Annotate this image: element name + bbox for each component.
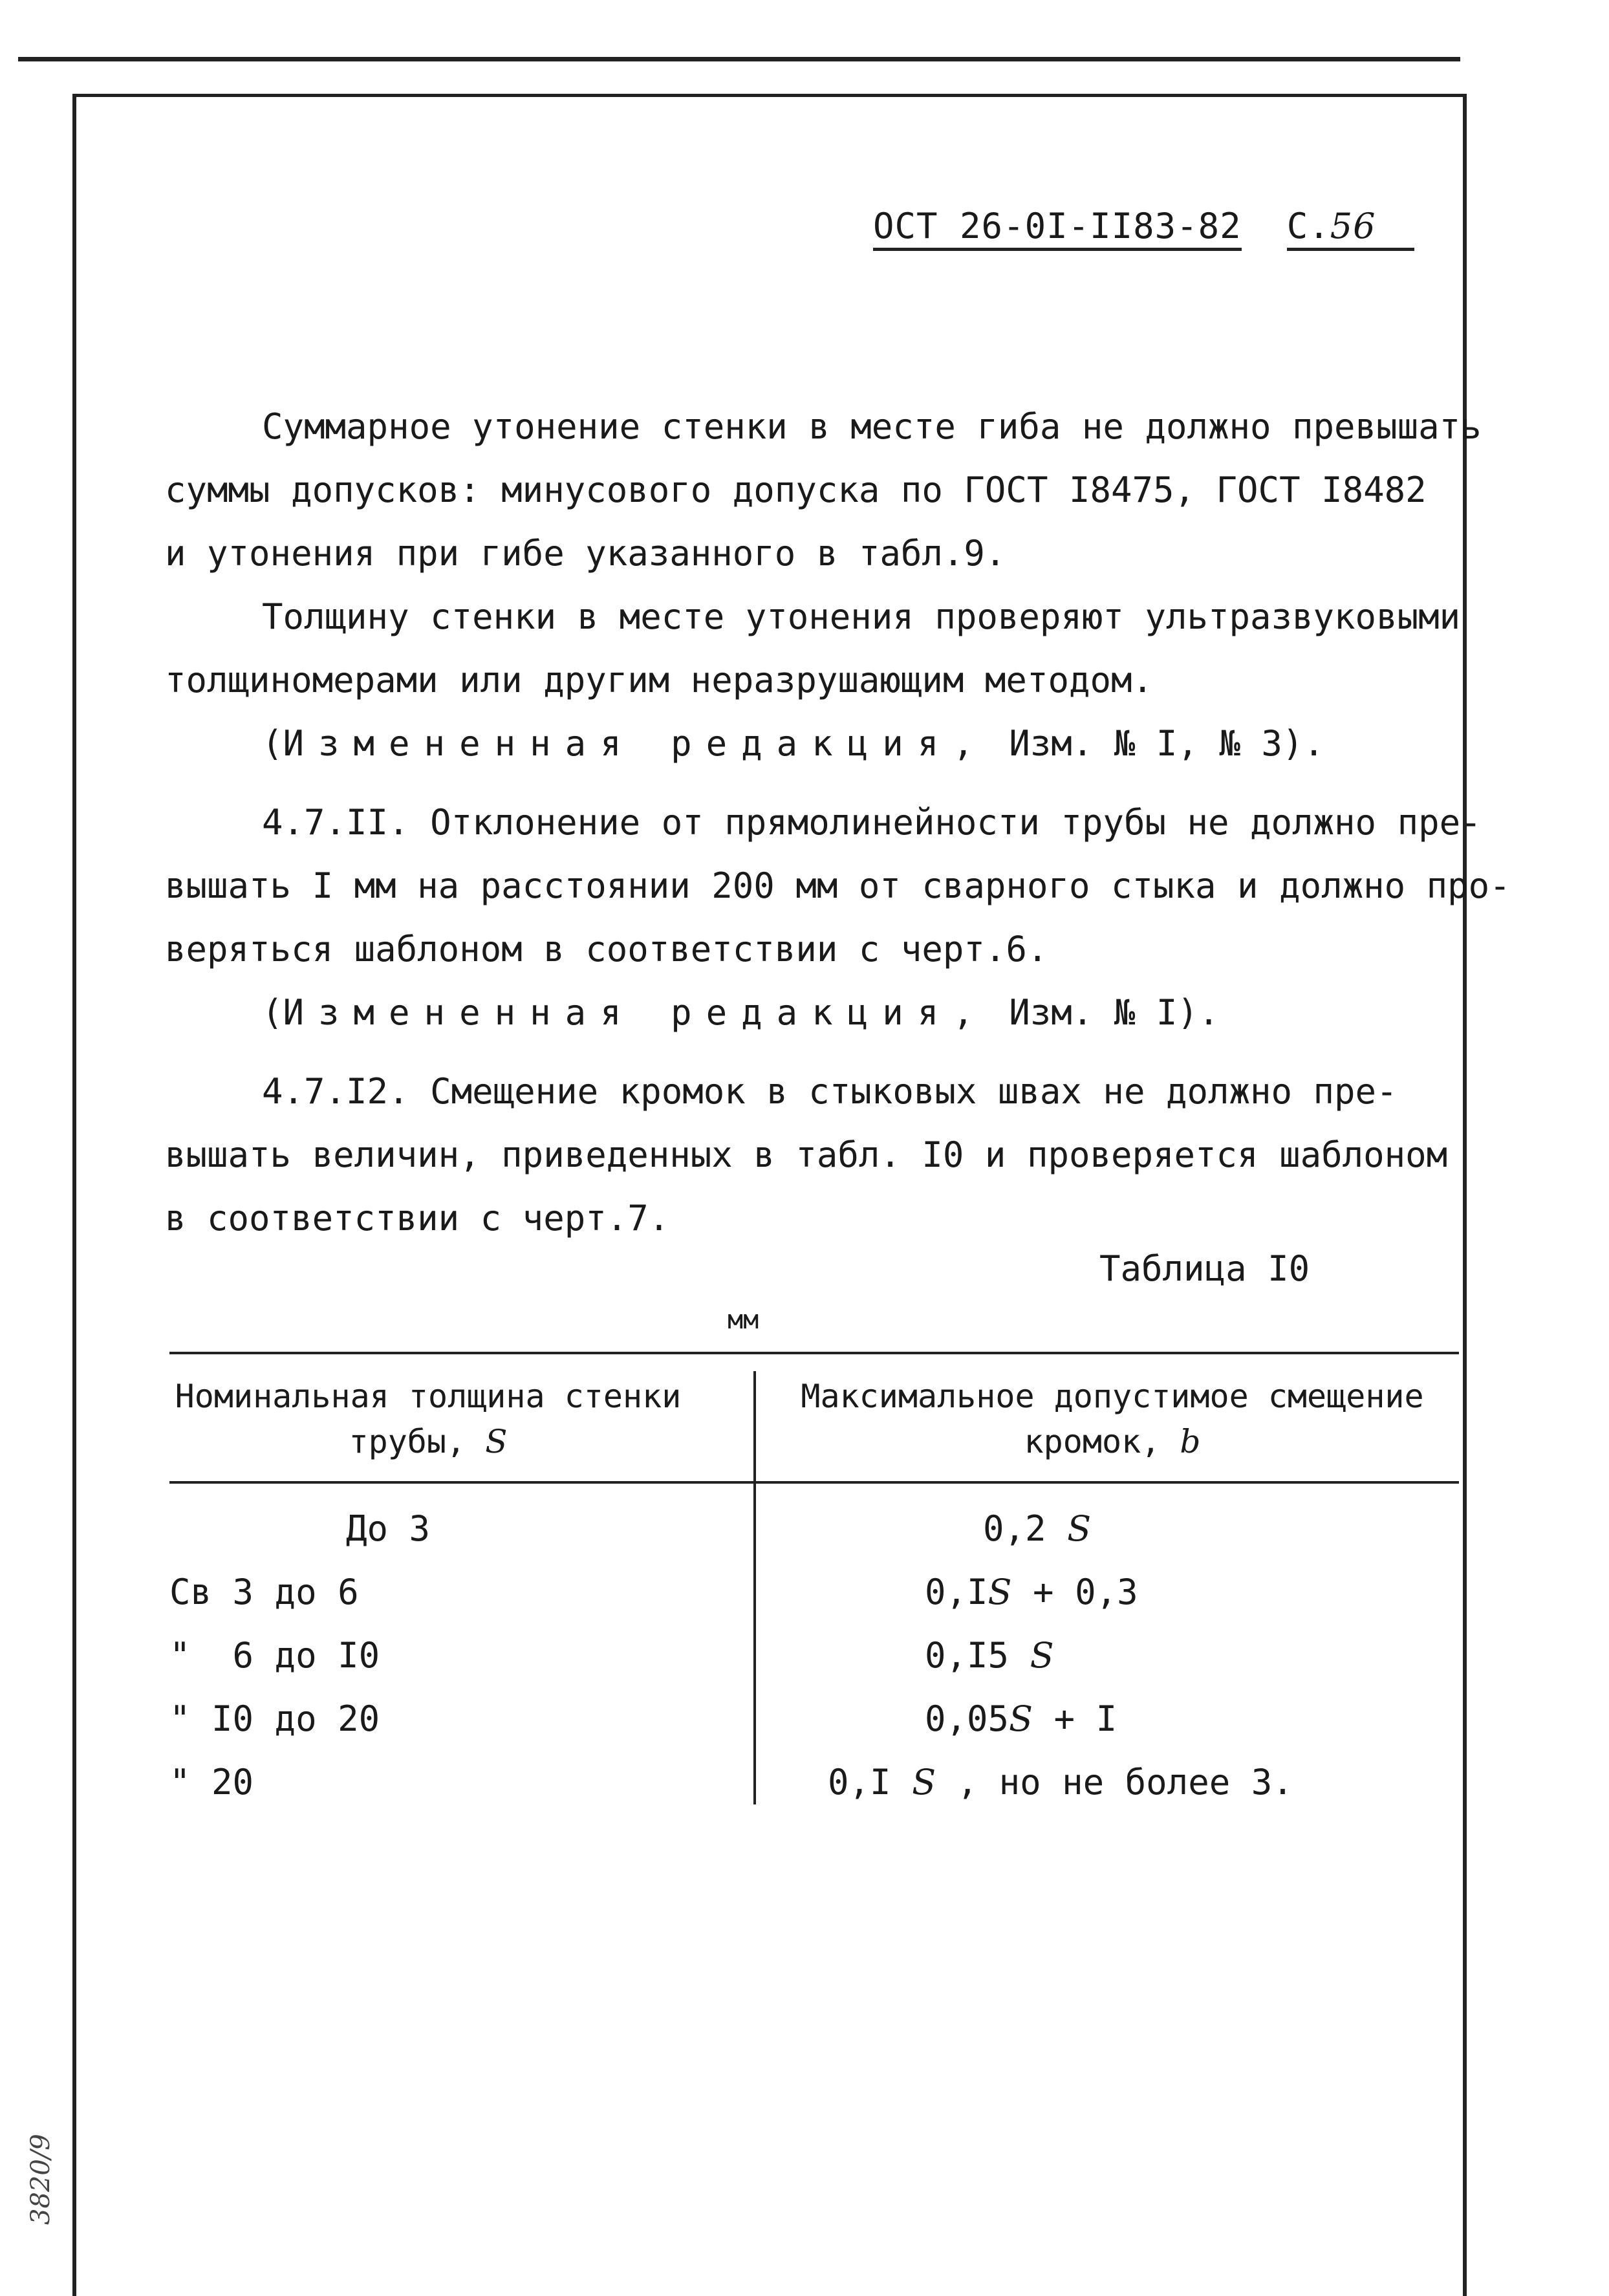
body-line-9: 4.7.I2. Смещение кромок в стыковых швах не должно пре- xyxy=(262,1071,1398,1112)
col1-header-symbol: S xyxy=(485,1423,508,1460)
page-number-value: 56 xyxy=(1330,206,1376,246)
revision-ref-2: Изм. № I). xyxy=(1009,992,1220,1033)
revision-note-2: (Измененная редакция, Изм. № I). xyxy=(262,992,1220,1033)
table-row-2-thickness: Св 3 до 6 xyxy=(169,1572,359,1612)
body-line-4: Толщину стенки в месте утонения проверяют ультразвуковыми xyxy=(262,596,1461,637)
table-row-2-offset: 0,IS + 0,3 xyxy=(925,1572,1138,1612)
margin-handwritten-note: 3820/9 xyxy=(26,2134,56,2225)
body-line-8: веряться шаблоном в соответствии с черт.6. xyxy=(165,929,1048,969)
table-top-rule xyxy=(169,1352,1459,1354)
revision-note-1: (Измененная редакция, Изм. № I, № 3). xyxy=(262,723,1324,764)
col2-header-line2 xyxy=(770,1423,1455,1460)
revision-label-1: Измененная редакция, xyxy=(283,723,988,764)
body-line-6: 4.7.II. Отклонение от прямолинейности трубы не должно пре- xyxy=(262,802,1482,843)
page-header xyxy=(873,206,1414,246)
table-row-5-thickness: " 20 xyxy=(169,1762,254,1803)
body-line-5: толщиномерами или другим неразрушающим методом. xyxy=(165,660,1154,700)
revision-label-2: Измененная редакция, xyxy=(283,992,988,1033)
col2-header-label: кромок, xyxy=(1024,1423,1161,1460)
revision-ref-1: Изм. № I, № 3). xyxy=(1009,723,1324,764)
body-line-7: вышать I мм на расстоянии 200 мм от сварного стыка и должно про- xyxy=(165,865,1511,906)
col1-header-label: трубы, xyxy=(349,1423,466,1460)
col2-header-line1: Максимальное допустимое смещение xyxy=(801,1378,1424,1415)
table-column-divider xyxy=(753,1371,756,1804)
table-row-4-offset: 0,05S + I xyxy=(925,1698,1118,1739)
table-header-rule xyxy=(169,1481,1459,1484)
body-line-3: и утонения при гибе указанного в табл.9. xyxy=(165,533,1006,574)
page-prefix: С. xyxy=(1286,206,1330,246)
table-unit: мм xyxy=(728,1305,759,1335)
col2-header-symbol: b xyxy=(1180,1423,1201,1460)
table-row-3-thickness: " 6 до I0 xyxy=(169,1635,380,1676)
col1-header-line1: Номинальная толщина стенки xyxy=(175,1378,682,1415)
table-row-3-offset: 0,I5 S xyxy=(925,1635,1054,1676)
doc-code: ОСТ 26-0I-II83-82 xyxy=(873,206,1242,251)
table-row-1-thickness: До 3 xyxy=(346,1508,431,1549)
body-line-2: суммы допусков: минусового допуска по ГОСТ I8475, ГОСТ I8482 xyxy=(165,470,1427,510)
col1-header-line2 xyxy=(169,1423,687,1460)
table-row-5-offset: 0,I S , но не более 3. xyxy=(828,1762,1293,1803)
body-line-1: Суммарное утонение стенки в месте гиба не должно превышать xyxy=(262,406,1482,447)
table-row-1-offset: 0,2 S xyxy=(983,1508,1092,1549)
body-line-11: в соответствии с черт.7. xyxy=(165,1198,670,1239)
body-line-10: вышать величин, приведенных в табл. I0 и проверяется шаблоном xyxy=(165,1134,1448,1175)
table-title: Таблица I0 xyxy=(1099,1248,1310,1289)
top-rule xyxy=(18,57,1460,61)
table-row-4-thickness: " I0 до 20 xyxy=(169,1698,380,1739)
page-number xyxy=(1287,206,1415,251)
